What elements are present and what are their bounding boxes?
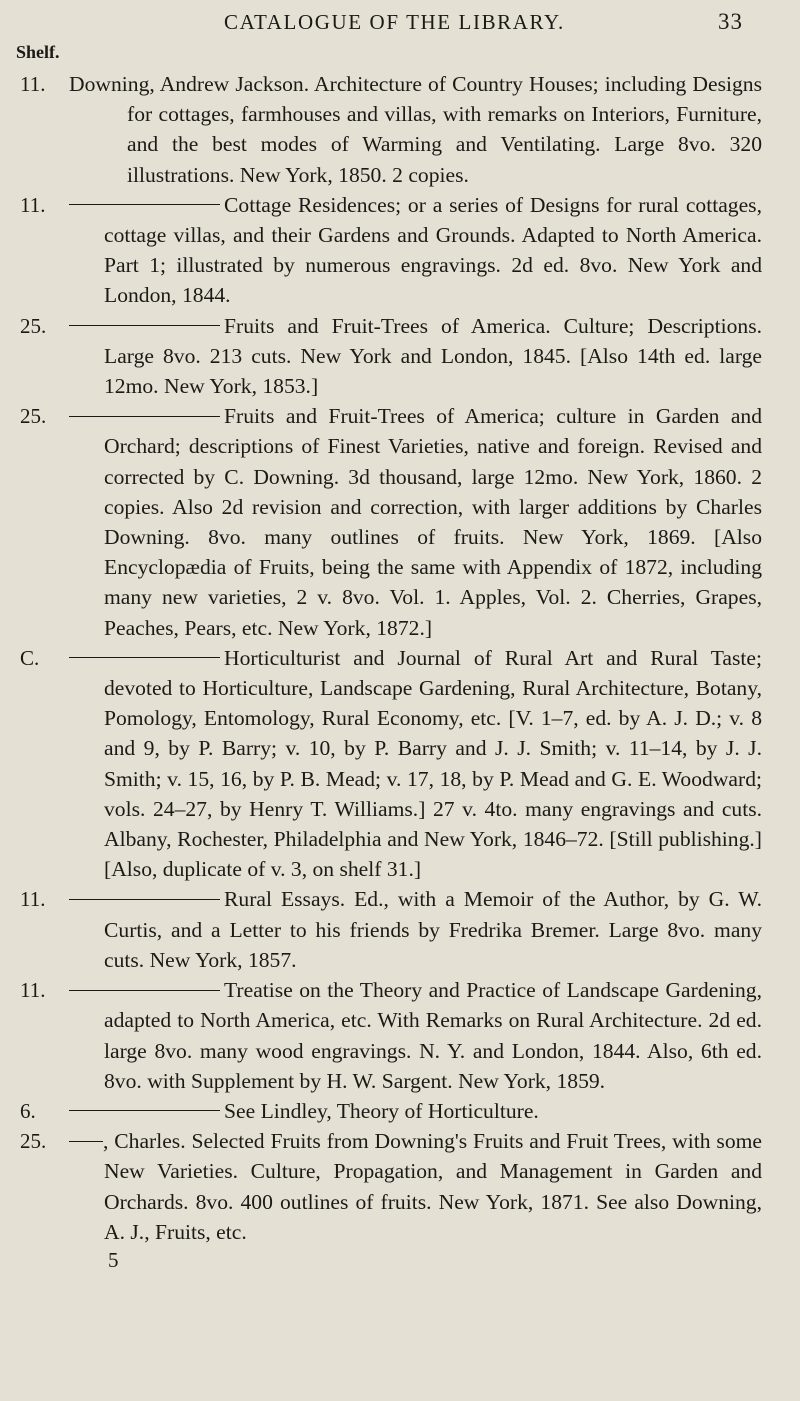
entry-text: Horticulturist and Journal of Rural Art and Rural Taste; devoted to Horticulture, Landscape Gardening, Rural Architecture, Botany, Pomology, Entomology, Rural Economy, etc. [V. 1–7, ed. by A. J. D.; v. 8 and 9, by P. Barry; v. 10, by P. Barry and J. J. Smith; v. 11–14, by J. J. Smith; v. 15, 16, by P. B. Mead; v. 17, 18, by P. Mead and G. E. Woodward; vols. 24–27, by Henry T. Williams.] 27 v. 4to. many engravings and cuts. Albany, Rochester, Philadelphia and New York, 1846–72. [Still publishing.] [Also, duplicate of v. 3, on shelf 31.] (104, 645, 762, 882)
ditto-dash (69, 204, 220, 205)
signature-mark: 5 (108, 1247, 119, 1272)
shelf-number: 25. (20, 404, 47, 429)
catalogue-entry (0, 884, 800, 975)
shelf-number: 25. (20, 1129, 47, 1154)
catalogue-entries (0, 69, 800, 1273)
shelf-number: 11. (20, 978, 46, 1003)
shelf-number: C. (20, 645, 40, 670)
entry-text: See Lindley, Theory of Horticulture. (224, 1098, 539, 1123)
catalogue-entry (0, 975, 800, 1096)
ditto-dash (69, 325, 220, 326)
catalogue-entry (0, 311, 800, 402)
entry-text: Cottage Residences; or a series of Designs for rural cottages, cottage villas, and their Gardens and Grounds. Adapted to North America. Part 1; illustrated by numerous engravings. 2d ed. 8vo. New York and London, 1844. (104, 192, 762, 308)
page-number: 33 (718, 9, 743, 34)
ditto-dash (69, 416, 220, 417)
entry-text: Fruits and Fruit-Trees of America; culture in Garden and Orchard; descriptions of Finest Varieties, native and foreign. Revised and corrected by C. Downing. 3d thousand, large 12mo. New York, 1860. 2 copies. Also 2d revision and correction, with larger additions by Charles Downing. 8vo. many outlines of fruits. New York, 1869. [Also Encyclopædia of Fruits, being the same with Appendix of 1872, including many new varieties, 2 v. 8vo. Vol. 1. Apples, Vol. 2. Cherries, Grapes, Peaches, Pears, etc. New York, 1872.] (104, 404, 762, 640)
entry-text: Rural Essays. Ed., with a Memoir of the Author, by G. W. Curtis, and a Letter to his friends by Fredrika Bremer. Large 8vo. many cuts. New York, 1857. (104, 887, 762, 972)
catalogue-entry (0, 69, 800, 190)
entry-text: Fruits and Fruit-Trees of America. Culture; Descriptions. Large 8vo. 213 cuts. New York and London, 1845. [Also 14th ed. large 12mo. New York, 1853.] (104, 313, 762, 399)
ditto-dash (69, 1141, 103, 1142)
entry-text: , Charles. Selected Fruits from Downing's Fruits and Fruit Trees, with some New Varieties. Culture, Propagation, and Management in Garden and Orchards. 8vo. 400 outlines of fruits. New York, 1871. See also Downing, A. J., Fruits, etc. (103, 1129, 762, 1244)
entry-text: Treatise on the Theory and Practice of Landscape Gardening, adapted to North America, etc. With Remarks on Rural Architecture. 2d ed. large 8vo. many wood engravings. N. Y. and London, 1844. Also, 6th ed. 8vo. with Supplement by H. W. Sargent. New York, 1859. (104, 978, 762, 1093)
ditto-dash (69, 899, 220, 900)
running-title: CATALOGUE OF THE LIBRARY. (224, 10, 565, 34)
ditto-dash (69, 990, 220, 991)
catalogue-entry (0, 190, 800, 311)
shelf-number: 6. (20, 1098, 36, 1123)
ditto-dash (69, 1110, 220, 1111)
catalogue-entry (0, 1096, 800, 1126)
catalogue-entry (0, 643, 800, 885)
ditto-dash (69, 657, 220, 658)
shelf-number: 25. (20, 313, 47, 338)
shelf-number: 11. (20, 887, 46, 912)
shelf-number: 11. (20, 72, 46, 96)
shelf-number: 11. (20, 192, 46, 217)
catalogue-entry (0, 401, 800, 643)
catalogue-entry (0, 1126, 800, 1247)
shelf-column-label: Shelf. (16, 42, 60, 62)
entry-text: Downing, Andrew Jackson. Architecture of Country Houses; including Designs for cottages, farmhouses and villas, with remarks on Interiors, Furniture, and the best modes of Warming and Ventilating. Large 8vo. 320 illustrations. New York, 1850. 2 copies. (69, 72, 762, 187)
